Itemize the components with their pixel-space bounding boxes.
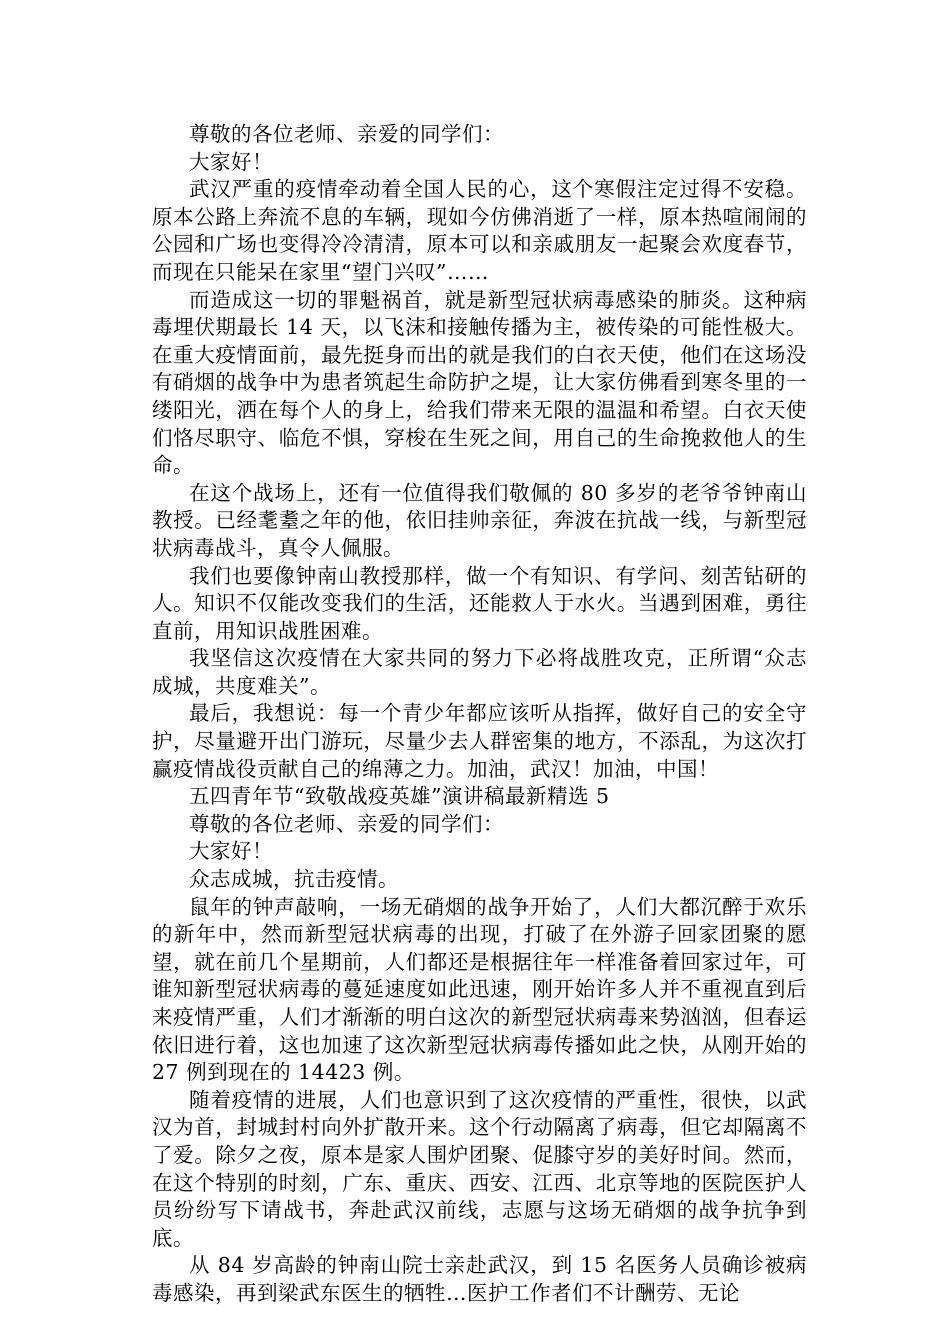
body-paragraph: 我坚信这次疫情在大家共同的努力下必将战胜攻克，正所谓“众志成城，共度难关”。 xyxy=(152,646,807,698)
body-paragraph: 在这个战场上，还有一位值得我们敬佩的 80 多岁的老爷爷钟南山教授。已经耄耋之年的他，依旧挂帅亲征，奔波在抗战一线，与新型冠状病毒战斗，真令人佩服。 xyxy=(152,480,807,560)
body-paragraph: 随着疫情的进展，人们也意识到了这次疫情的严重性，很快，以武汉为首，封城封村向外扩散开来。这个行动隔离了病毒，但它却隔离不了爱。除夕之夜，原本是家人围炉团聚、促膝守岁的美好时间。然而，在这个特别的时刻，广东、重庆、西安、江西、北京等地的医院医护人员纷纷写下请战书，奔赴武汉前线，志愿与这场无硝烟的战争抗争到底。 xyxy=(152,1087,807,1250)
body-paragraph: 而造成这一切的罪魁祸首，就是新型冠状病毒感染的肺炎。这种病毒埋伏期最长 14 天，以飞沫和接触传播为主，被传染的可能性极大。在重大疫情面前，最先挺身而出的就是我们的白衣天使，他们在这场没有硝烟的战争中为患者筑起生命防护之堤，让大家仿佛看到寒冬里的一缕阳光，洒在每个人的身上，给我们带来无限的温温和希望。白衣天使们恪尽职守、临危不惧，穿梭在生死之间，用自己的生命挽救他人的生命。 xyxy=(152,287,807,478)
greeting: 大家好！ xyxy=(189,839,273,864)
document-body xyxy=(152,121,807,1308)
salutation: 尊敬的各位老师、亲爱的同学们： xyxy=(189,122,504,146)
body-paragraph: 从 84 岁高龄的钟南山院士亲赴武汉，到 15 名医务人员确诊被病毒感染，再到梁武东医生的牺牲…医护工作者们不计酬劳、无论 xyxy=(152,1253,807,1305)
section-title: 五四青年节“致敬战疫英雄”演讲稿最新精选 5 xyxy=(189,784,610,809)
theme-line: 众志成城，抗击疫情。 xyxy=(189,867,399,892)
body-paragraph: 我们也要像钟南山教授那样，做一个有知识、有学问、刻苦钻研的人。知识不仅能改变我们的生活，还能救人于水火。当遇到困难，勇往直前，用知识战胜困难。 xyxy=(152,563,807,643)
salutation: 尊敬的各位老师、亲爱的同学们： xyxy=(189,811,504,836)
body-paragraph: 武汉严重的疫情牵动着全国人民的心，这个寒假注定过得不安稳。原本公路上奔流不息的车辆，现如今仿佛消逝了一样，原本热喧闹闹的公园和广场也变得冷冷清清，原本可以和亲戚朋友一起聚会欢度春节，而现在只能呆在家里“望门兴叹”…… xyxy=(152,177,807,284)
body-paragraph: 鼠年的钟声敲响，一场无硝烟的战争开始了，人们大都沉醉于欢乐的新年中，然而新型冠状病毒的出现，打破了在外游子回家团聚的愿望，就在前几个星期前，人们都还是根据往年一样准备着回家过年，可谁知新型冠状病毒的蔓延速度如此迅速，刚开始许多人并不重视直到后来疫情严重，人们才渐渐的明白这次的新型冠状病毒来势汹汹，但春运依旧进行着，这也加速了这次新型冠状病毒传播如此之快，从刚开始的 27 例到现在的 14423 例。 xyxy=(152,894,807,1085)
body-paragraph: 最后，我想说：每一个青少年都应该听从指挥，做好自己的安全守护，尽量避开出门游玩，尽量少去人群密集的地方，不添乱，为这次打赢疫情战役贡献自己的绵薄之力。加油，武汉！加油，中国！ xyxy=(152,701,807,781)
greeting: 大家好！ xyxy=(189,149,273,174)
